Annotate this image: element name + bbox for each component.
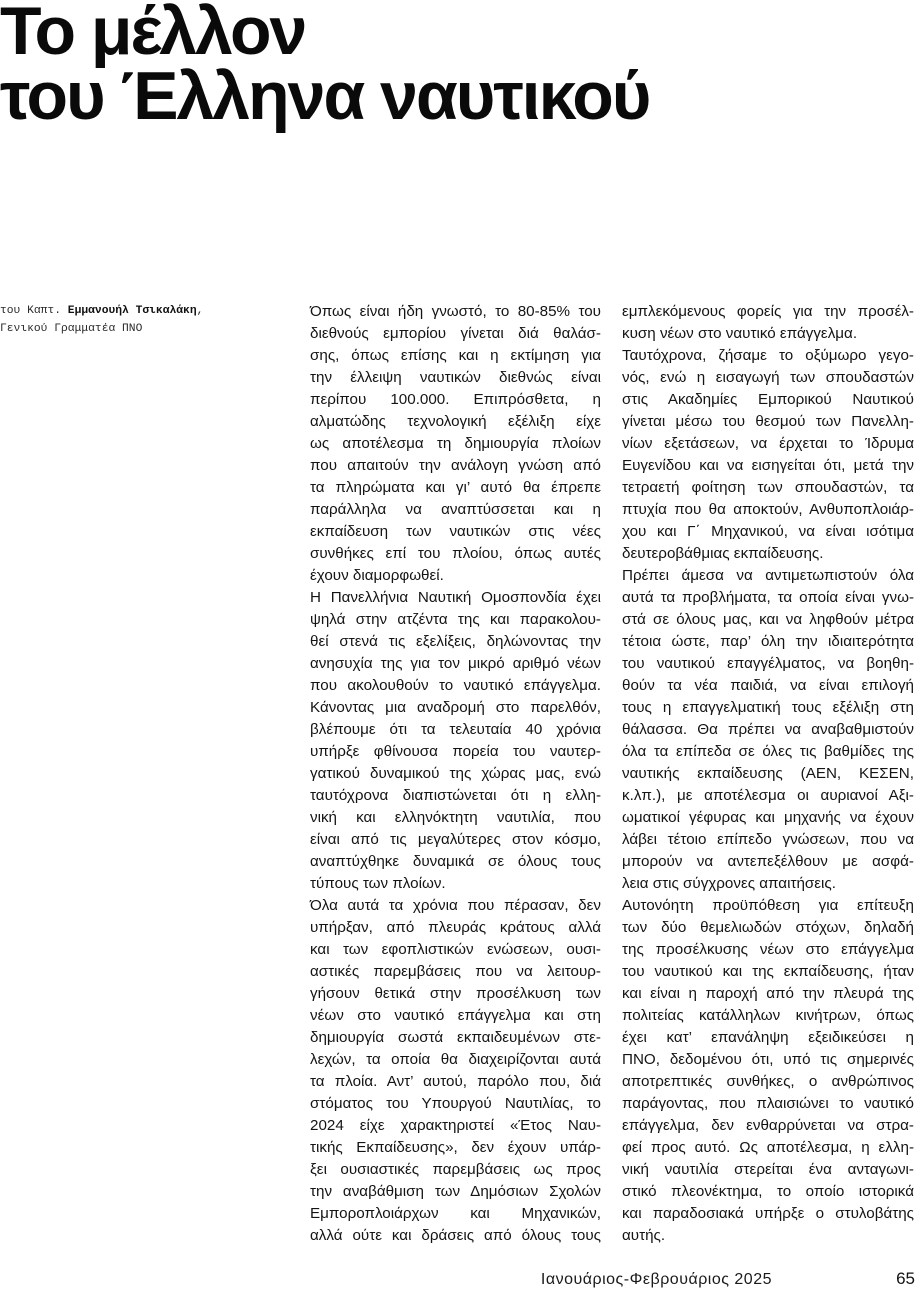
text-line: χου και Γ΄ Μηχανικού, να είναι ισότιμα (622, 523, 914, 540)
text-line: τέτοια ώστε, παρ’ όλη την ιδιαιτερότητα (622, 633, 914, 650)
text-line: περίπου 100.000. Επιπρόσθετα, η (310, 391, 601, 408)
text-line: παράλληλα να αναπτύσσεται και η (310, 501, 601, 518)
text-line: του ναυτικού επαγγέλματος, να βοηθη- (622, 655, 914, 672)
text-line: αυτά τα προβλήματα, τα οποία είναι γνω- (622, 589, 914, 606)
text-line: τύπους των πλοίων. (310, 875, 446, 892)
text-line: Η Πανελλήνια Ναυτική Ομοσπονδία έχει (310, 589, 601, 606)
text-line: και των εφοπλιστικών ενώσεων, ουσι- (310, 941, 601, 958)
paragraph (622, 345, 914, 565)
paragraph (622, 301, 914, 345)
text-line: όλα τα επίπεδα σε όλες τις βαθμίδες της (622, 743, 914, 760)
text-line: στις Ακαδημίες Εμπορικού Ναυτικού (622, 391, 914, 408)
text-line: δημιουργία σωστά εκπαιδευμένων στε- (310, 1029, 601, 1046)
text-line: εκπαίδευση των ναυτικών στις νέες (310, 523, 601, 540)
title-line-1: Το μέλλον (0, 0, 306, 69)
text-line: ωματικοί γέφυρας και μηχανής να έχουν (622, 809, 914, 826)
text-line: στά σε όλους μας, και να ληφθούν μέτρα (622, 611, 914, 628)
text-line: βλέπουμε ότι τα τελευταία 40 χρόνια (310, 721, 601, 738)
text-line: φεί προς αυτό. Ως αποτέλεσμα, η ελλη- (622, 1139, 914, 1156)
text-line: Όπως είναι ήδη γνωστό, το 80-85% του (310, 303, 601, 320)
text-line: αποτρεπτικές συνθήκες, ο ανθρώπινος (622, 1073, 914, 1090)
byline-prefix: του Καπτ. (0, 305, 68, 317)
text-line: τα πλοία. Αντ’ αυτού, παρόλο που, διά (310, 1073, 601, 1090)
text-line: του ναυτικού και της εκπαίδευσης, ήταν (622, 963, 914, 980)
byline-suffix: , (196, 305, 204, 317)
text-line: γατικού δυναμικού της χώρας μας, ενώ (310, 765, 601, 782)
text-line: αστικές παρεμβάσεις που να λειτουρ- (310, 963, 601, 980)
text-line: τα πληρώματα και γι’ αυτό θα έπρεπε (310, 479, 601, 496)
text-line: ως αποτέλεσμα τη δημιουργία πλοίων (310, 435, 601, 452)
text-line: αλλά ούτε και δράσεις από όλους τους (310, 1227, 601, 1244)
text-line: την έλλειψη ναυτικών διεθνώς είναι (310, 369, 601, 386)
text-line: έχει κατ’ επανάληψη εξειδικεύσει η (622, 1029, 914, 1046)
text-line: δευτεροβάθμιας εκπαίδευσης. (622, 545, 824, 562)
article-title (0, 0, 650, 134)
text-line: υπήρξε φθίνουσα πορεία του ναυτερ- (310, 743, 601, 760)
paragraph (310, 301, 601, 587)
text-line: έχουν διαμορφωθεί. (310, 567, 444, 584)
text-line: Όλα αυτά τα χρόνια που πέρασαν, δεν (310, 897, 601, 914)
text-line: πτυχία που θα αποκτούν, Ανθυποπλοιάρ- (622, 501, 914, 518)
text-line: την αναβάθμιση των Δημόσιων Σχολών (310, 1183, 601, 1200)
text-line: αλματώδης τεχνολογική εξέλιξη είχε (310, 413, 601, 430)
text-line: επάγγελμα, δεν ενθαρρύνεται να στρα- (622, 1117, 914, 1134)
text-line: των δύο θεμελιωδών στόχων, δηλαδή (622, 919, 914, 936)
text-line: ταυτόχρονα διαπιστώνεται ότι η ελλη- (310, 787, 601, 804)
text-line: 2024 είχε χαρακτηριστεί «Έτος Ναυ- (310, 1117, 601, 1134)
text-line: Πρέπει άμεσα να αντιμετωπιστούν όλα (622, 567, 914, 584)
text-line: λάβει τέτοιο επίπεδο γνώσεων, που να (622, 831, 914, 848)
text-line: υπήρξαν, από πλευράς κράτους αλλά (310, 919, 601, 936)
text-line: σης, όπως επίσης και η εκτίμηση για (310, 347, 601, 364)
text-line: νική ναυτιλία στερείται ένα ανταγωνι- (622, 1161, 914, 1178)
text-line: θεί στενά τις εξελίξεις, δηλώνοντας την (310, 633, 601, 650)
text-line: Αυτονόητη προϋπόθεση για επίτευξη (622, 897, 914, 914)
text-line: διεθνούς εμπορίου γίνεται διά θαλάσ- (310, 325, 601, 342)
text-line: που ακολουθούν το ναυτικό επάγγελμα. (310, 677, 601, 694)
text-line: θάλασσα. Θα πρέπει να αναβαθμιστούν (622, 721, 914, 738)
text-line: ανησυχία της για τον μικρό αριθμό νέων (310, 655, 601, 672)
text-line: συνθήκες επί του πλοίου, όπως αυτές (310, 545, 601, 562)
text-line: λεχών, τα οποία θα διαχειρίζονται αυτά (310, 1051, 601, 1068)
text-line: κυση νέων στο ναυτικό επάγγελμα. (622, 325, 858, 342)
text-line: ναυτικής εκπαίδευσης (ΑΕΝ, ΚΕΣΕΝ, (622, 765, 914, 782)
text-line: νέων στο ναυτικό επάγγελμα και στη (310, 1007, 601, 1024)
text-line: κ.λπ.), με αποτέλεσμα οι αυριανοί Αξι- (622, 787, 914, 804)
text-line: παράγοντας, που πλαισιώνει το ναυτικό (622, 1095, 914, 1112)
text-line: τετραετή φοίτηση των σπουδαστών, τα (622, 479, 914, 496)
text-line: Εμποροπλοιάρχων και Μηχανικών, (310, 1205, 601, 1222)
text-line: αυτής. (622, 1227, 666, 1244)
text-line: Ευγενίδου και να εισηγείται ότι, μετά την (622, 457, 914, 474)
byline-author-line (0, 302, 203, 320)
author-role: Γενικού Γραμματέα ΠΝΟ (0, 323, 143, 335)
text-line: γίνεται μέσω του θεσμού των Πανελλη- (622, 413, 914, 430)
text-line: ψηλά στην ατζέντα της και παρακολου- (310, 611, 601, 628)
text-line: στικό πλεονέκτημα, το οποίο ιστορικά (622, 1183, 914, 1200)
text-line: Κάνοντας μια αναδρομή στο παρελθόν, (310, 699, 601, 716)
text-column-1 (310, 301, 601, 1247)
text-line: Ταυτόχρονα, ζήσαμε το οξύμωρο γεγο- (622, 347, 914, 364)
text-line: είναι από τις μεγαλύτερες στον κόσμο, (310, 831, 601, 848)
paragraph (622, 565, 914, 895)
paragraph (622, 895, 914, 1247)
page-number: 65 (896, 1269, 915, 1288)
text-line: νός, ενώ η εισαγωγή των σπουδαστών (622, 369, 914, 386)
title-line-2: του Έλληνα ναυτικού (0, 58, 650, 134)
paragraph (310, 587, 601, 895)
text-column-2 (622, 301, 914, 1247)
text-line: και παραδοσιακά υπήρξε ο στυλοβάτης (622, 1205, 914, 1222)
byline (0, 302, 203, 338)
text-line: νίων εξετάσεων, να έρχεται το Ίδρυμα (622, 435, 914, 452)
text-line: θούν τα νέα παιδιά, να είναι επιλογή (622, 677, 914, 694)
text-line: νική και ελληνόκτητη ναυτιλία, που (310, 809, 601, 826)
paragraph (310, 895, 601, 1247)
text-line: και είναι η παροχή από την πλευρά της (622, 985, 914, 1002)
text-line: πολιτείας κατάλληλων κινήτρων, όπως (622, 1007, 914, 1024)
author-name: Εμμανουήλ Τσικαλάκη (67, 305, 197, 317)
text-line: τους η επαγγελματική τους εξέλιξη στη (622, 699, 914, 716)
issue-date: Ιανουάριος-Φεβρουάριος 2025 (540, 1271, 772, 1288)
text-line: της προσέλκυσης νέων στο επάγγελμα (622, 941, 914, 958)
text-line: τικής Εκπαίδευσης», δεν έχουν υπάρ- (310, 1139, 601, 1156)
text-line: γήσουν θετικά στην προσέλκυση των (310, 985, 601, 1002)
text-line: ξει ουσιαστικές παρεμβάσεις ως προς (310, 1161, 601, 1178)
text-line: αναπτύχθηκε δυναμικά σε όλους τους (310, 853, 601, 870)
text-line: εμπλεκόμενους φορείς για την προσέλ- (622, 303, 914, 320)
text-line: ΠΝΟ, δεδομένου ότι, υπό τις σημερινές (622, 1051, 914, 1068)
text-line: λεια στις σύγχρονες απαιτήσεις. (622, 875, 836, 892)
text-line: μπορούν να αντεπεξέλθουν με ασφά- (622, 853, 914, 870)
text-line: στόματος του Υπουργού Ναυτιλίας, το (310, 1095, 601, 1112)
text-line: που απαιτούν την ανάλογη γνώση από (310, 457, 601, 474)
